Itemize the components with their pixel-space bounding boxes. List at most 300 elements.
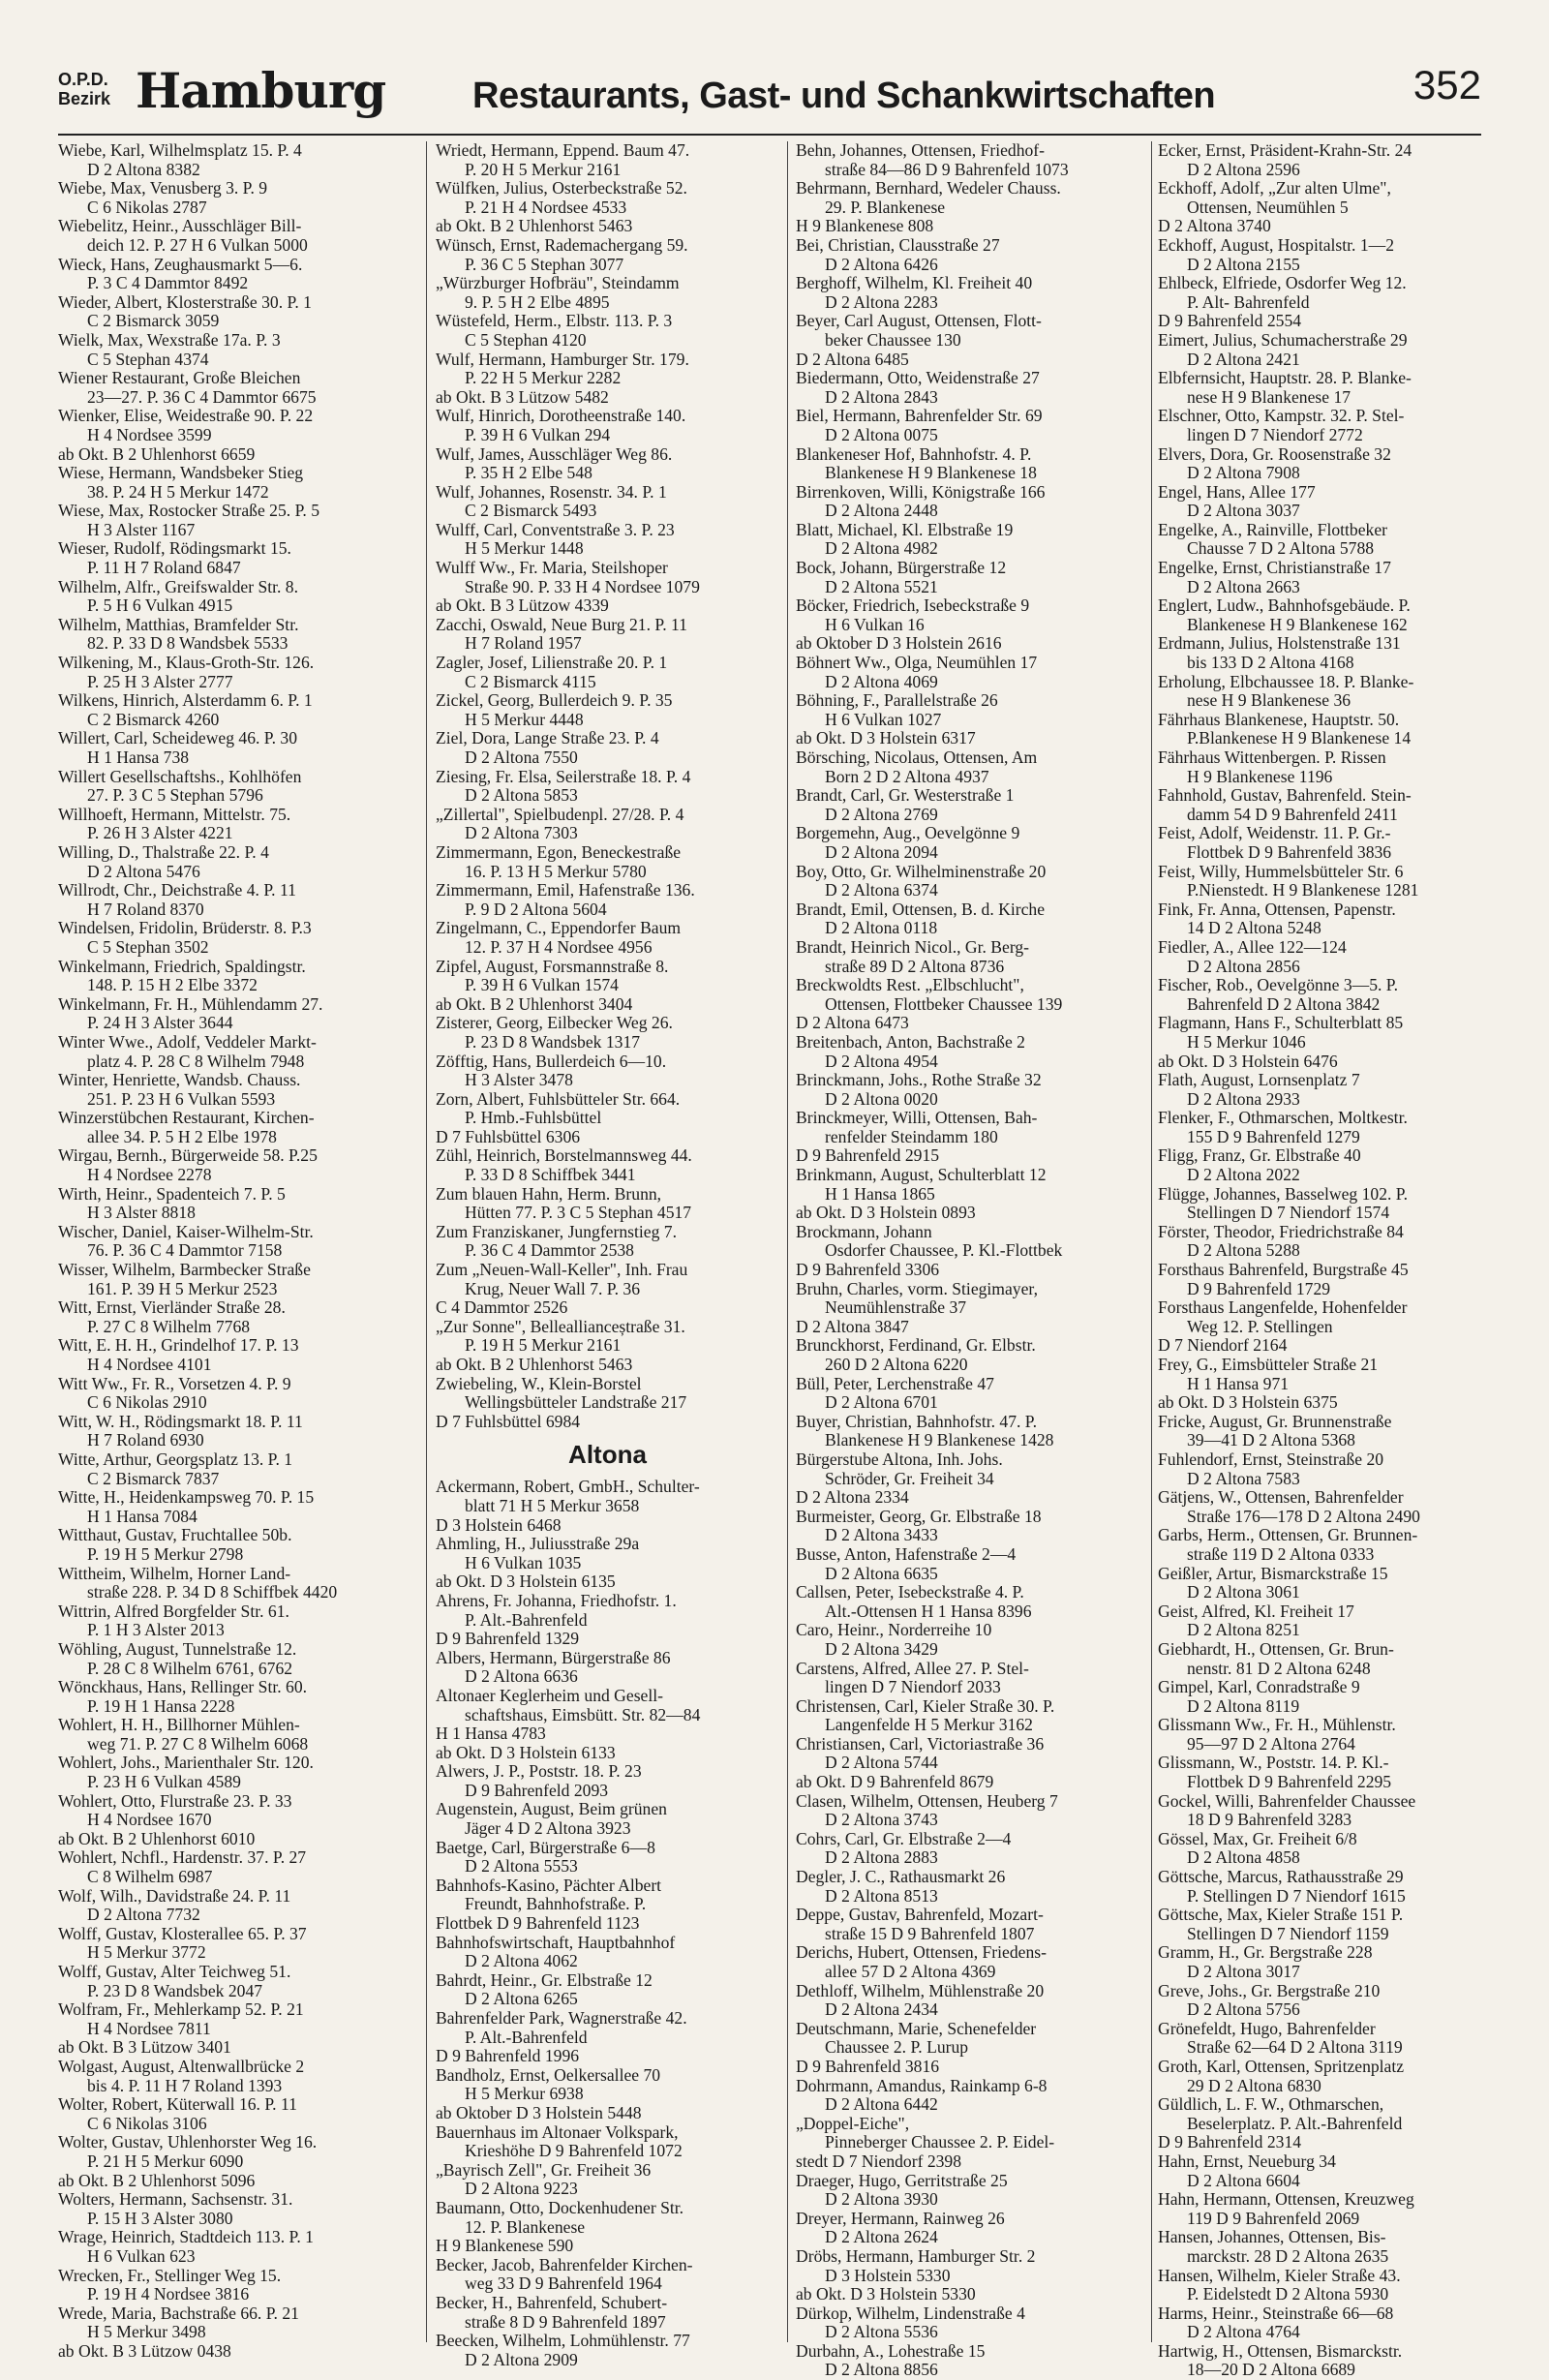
directory-entry <box>796 748 1144 786</box>
directory-entry <box>796 1109 1144 1146</box>
directory-entry <box>436 995 779 1015</box>
directory-entry <box>1158 2304 1481 2342</box>
entry-continuation: P. 15 H 3 Alster 3080 <box>87 2208 233 2228</box>
entry-text: Förster, Theodor, Friedrichstraße 84 <box>1158 1222 1404 1241</box>
directory-entry <box>1158 1754 1481 1791</box>
directory-entry <box>436 2294 779 2332</box>
entry-text: Brinckmeyer, Willi, Ottensen, Bah- <box>796 1109 1038 1128</box>
directory-entry <box>1158 1071 1481 1109</box>
entry-continuation: D 2 Altona 8251 <box>1187 1620 1300 1640</box>
entry-text: D 7 Niendorf 2164 <box>1158 1336 1288 1356</box>
directory-entry <box>796 1773 1144 1792</box>
entry-continuation: straße 228. P. 34 D 8 Schiffbek 4420 <box>87 1582 338 1602</box>
entry-continuation: Schröder, Gr. Freiheit 34 <box>825 1468 994 1488</box>
entry-text: Fischer, Rob., Oevelgönne 3—5. P. <box>1158 976 1399 995</box>
entry-text: Zum blauen Hahn, Herm. Brunn, <box>436 1184 662 1204</box>
entry-continuation: P. 11 H 7 Roland 6847 <box>87 558 241 578</box>
entry-continuation: D 2 Altona 2596 <box>1187 159 1300 179</box>
directory-entry <box>58 2038 416 2058</box>
directory-entry <box>1158 1413 1481 1450</box>
entry-text: Buyer, Christian, Bahnhofstr. 47. P. <box>796 1412 1038 1431</box>
entry-continuation: D 2 Altona 0020 <box>825 1088 938 1109</box>
entry-text: D 3 Holstein 6468 <box>436 1515 562 1535</box>
entry-text: ab Okt. D 3 Holstein 6317 <box>796 729 976 748</box>
entry-continuation: P. 1 H 3 Alster 2013 <box>87 1620 225 1640</box>
entry-continuation: H 5 Merkur 3772 <box>87 1942 206 1963</box>
entry-text: Forsthaus Langenfelde, Hohenfelder <box>1158 1298 1408 1318</box>
entry-continuation: P. 20 H 5 Merkur 2161 <box>465 159 622 179</box>
directory-entry <box>58 1488 416 1526</box>
directory-entry <box>58 2172 416 2191</box>
entry-text: Flügge, Johannes, Basselweg 102. P. <box>1158 1184 1409 1204</box>
directory-entry <box>436 141 779 179</box>
entry-text: D 7 Fuhlsbüttel 6984 <box>436 1412 581 1431</box>
entry-continuation: 251. P. 23 H 6 Vulkan 5593 <box>87 1088 276 1109</box>
entry-text: ab Okt. D 9 Bahrenfeld 8679 <box>796 1773 994 1792</box>
directory-entry <box>436 843 779 881</box>
directory-entry <box>796 634 1144 654</box>
entry-continuation: H 3 Alster 8818 <box>87 1203 196 1223</box>
entry-text: Wöhling, August, Tunnelstraße 12. <box>58 1639 297 1659</box>
directory-entry <box>796 407 1144 444</box>
entry-continuation: 18—20 D 2 Altona 6689 <box>1187 2360 1355 2380</box>
entry-text: D 2 Altona 6485 <box>796 350 909 369</box>
entry-continuation: D 9 Bahrenfeld 2093 <box>465 1780 609 1800</box>
region-label <box>58 70 110 108</box>
entry-text: Wulff, Carl, Conventstraße 3. P. 23 <box>436 520 675 539</box>
directory-entry <box>436 2009 779 2047</box>
directory-entry <box>436 1762 779 1800</box>
directory-entry <box>1158 1906 1481 1943</box>
directory-entry <box>796 312 1144 350</box>
entry-continuation: C 2 Bismarck 4260 <box>87 709 220 729</box>
entry-text: Wulf, James, Ausschläger Weg 86. <box>436 444 673 464</box>
directory-entry <box>58 1223 416 1261</box>
directory-entry <box>796 1830 1144 1868</box>
entry-text: Bandholz, Ernst, Oelkersallee 70 <box>436 2065 661 2085</box>
entry-text: Hahn, Ernst, Neueburg 34 <box>1158 2151 1336 2171</box>
directory-entry <box>436 1687 779 1724</box>
directory-entry <box>1158 483 1481 521</box>
entry-continuation: Flottbek D 9 Bahrenfeld 2295 <box>1187 1772 1392 1792</box>
directory-entry <box>1158 445 1481 483</box>
entry-text: Zagler, Josef, Lilienstraße 20. P. 1 <box>436 654 668 673</box>
entry-continuation: platz 4. P. 28 C 8 Wilhelm 7948 <box>87 1051 305 1071</box>
directory-entry <box>436 806 779 843</box>
entry-text: D 2 Altona 2334 <box>796 1488 909 1508</box>
directory-entry <box>796 1204 1144 1223</box>
directory-entry <box>1158 976 1481 1014</box>
entry-continuation: D 2 Altona 6701 <box>825 1392 938 1413</box>
directory-entry <box>436 1014 779 1052</box>
entry-continuation: Ottensen, Flottbeker Chaussee 139 <box>825 993 1063 1014</box>
entry-text: Wiebe, Max, Venusberg 3. P. 9 <box>58 179 268 198</box>
entry-continuation: H 4 Nordsee 4101 <box>87 1355 212 1374</box>
entry-text: Dohrmann, Amandus, Rainkamp 6-8 <box>796 2076 1048 2095</box>
entry-text: Gimpel, Karl, Conradstraße 9 <box>1158 1678 1360 1697</box>
directory-entry <box>796 141 1144 179</box>
directory-entry <box>796 1450 1144 1488</box>
entry-continuation: D 2 Altona 7550 <box>465 748 578 767</box>
entry-text: Böcker, Friedrich, Isebeckstraße 9 <box>796 596 1030 616</box>
directory-entry <box>436 521 779 559</box>
entry-text: Zöfftig, Hans, Bullerdeich 6—10. <box>436 1052 667 1071</box>
directory-entry <box>1158 2133 1481 2152</box>
directory-entry <box>58 1185 416 1223</box>
entry-continuation: D 2 Altona 8513 <box>825 1885 938 1906</box>
entry-continuation: H 1 Hansa 1865 <box>825 1183 935 1204</box>
entry-text: Brandt, Heinrich Nicol., Gr. Berg- <box>796 937 1030 957</box>
entry-text: Ziel, Dora, Lange Straße 23. P. 4 <box>436 729 659 748</box>
entry-continuation: H 5 Merkur 3498 <box>87 2322 206 2342</box>
directory-entry <box>796 2172 1144 2210</box>
entry-text: Bock, Johann, Bürgerstraße 12 <box>796 559 1007 578</box>
entry-continuation: P. Eidelstedt D 2 Altona 5930 <box>1187 2284 1389 2304</box>
entry-text: Draeger, Hugo, Gerritstraße 25 <box>796 2171 1008 2190</box>
directory-entry <box>58 616 416 654</box>
entry-continuation: marckstr. 28 D 2 Altona 2635 <box>1187 2245 1389 2266</box>
directory-entry <box>58 995 416 1033</box>
entry-text: Winkelmann, Friedrich, Spaldingstr. <box>58 957 306 976</box>
entry-text: D 2 Altona 3740 <box>1158 217 1271 236</box>
entry-text: Baetge, Carl, Bürgerstraße 6—8 <box>436 1838 655 1857</box>
directory-entry <box>1158 634 1481 672</box>
entry-continuation: Straße 90. P. 33 H 4 Nordsee 1079 <box>465 576 700 596</box>
directory-entry <box>436 1724 779 1744</box>
entry-text: Brandt, Emil, Ottensen, B. d. Kirche <box>796 900 1046 919</box>
entry-text: D 9 Bahrenfeld 1329 <box>436 1630 580 1649</box>
entry-continuation: H 7 Roland 8370 <box>87 899 204 919</box>
entry-text: Wielk, Max, Wexstraße 17a. P. 3 <box>58 330 281 350</box>
entry-text: Fährhaus Wittenbergen. P. Rissen <box>1158 748 1386 767</box>
directory-entry <box>436 1914 779 1934</box>
entry-text: Caro, Heinr., Norderreihe 10 <box>796 1621 992 1640</box>
entry-text: Wienker, Elise, Weidestraße 90. P. 22 <box>58 407 314 426</box>
directory-entry <box>796 1223 1144 1261</box>
directory-entry <box>1158 369 1481 407</box>
entry-text: Wirth, Heinr., Spadenteich 7. P. 5 <box>58 1184 286 1204</box>
entry-text: Wiebe, Karl, Wilhelmsplatz 15. P. 4 <box>58 141 302 160</box>
entry-continuation: D 2 Altona 5553 <box>465 1856 578 1877</box>
directory-entry <box>58 729 416 767</box>
entry-text: Zipfel, August, Forsmannstraße 8. <box>436 957 669 976</box>
entry-continuation: D 2 Altona 4982 <box>825 538 938 559</box>
entry-text: Bahnhofswirtschaft, Hauptbahnhof <box>436 1933 676 1952</box>
entry-text: Göttsche, Max, Kieler Straße 151 P. <box>1158 1906 1404 1925</box>
entry-text: Hahn, Hermann, Ottensen, Kreuzweg <box>1158 2190 1414 2210</box>
entry-text: Garbs, Herm., Ottensen, Gr. Brunnen- <box>1158 1526 1418 1545</box>
entry-continuation: P. Alt.-Bahrenfeld <box>465 1609 588 1630</box>
directory-entry <box>1158 331 1481 369</box>
entry-continuation: D 2 Altona 2883 <box>825 1847 938 1868</box>
entry-text: Brandt, Carl, Gr. Westerstraße 1 <box>796 786 1015 806</box>
entry-text: Wüstefeld, Herm., Elbstr. 113. P. 3 <box>436 312 673 331</box>
entry-text: Wülfken, Julius, Osterbeckstraße 52. <box>436 179 687 198</box>
entry-text: ab Okt. D 3 Holstein 5330 <box>796 2285 976 2304</box>
entry-continuation: Wellingsbütteler Landstraße 217 <box>465 1392 687 1413</box>
directory-column-2 <box>436 141 779 2369</box>
directory-entry <box>58 654 416 691</box>
entry-continuation: D 2 Altona 6442 <box>825 2094 938 2115</box>
directory-entry <box>58 1963 416 2000</box>
directory-entry <box>796 596 1144 634</box>
entry-text: ab Okt. B 2 Uhlenhorst 6659 <box>58 444 256 464</box>
entry-text: Eimert, Julius, Schumacherstraße 29 <box>1158 330 1408 350</box>
entry-continuation: 76. P. 36 C 4 Dammtor 7158 <box>87 1240 283 1261</box>
directory-entry <box>58 843 416 881</box>
directory-entry <box>1158 2152 1481 2190</box>
entry-continuation: Straße 62—64 D 2 Altona 3119 <box>1187 2037 1403 2058</box>
entry-text: Wolff, Gustav, Klosterallee 65. P. 37 <box>58 1924 307 1943</box>
directory-entry <box>58 2058 416 2095</box>
entry-continuation: Born 2 D 2 Altona 4937 <box>825 766 989 786</box>
entry-text: Güldlich, L. F. W., Othmarschen, <box>1158 2095 1384 2115</box>
entry-continuation: 82. P. 33 D 8 Wandsbek 5533 <box>87 633 289 654</box>
region-line-1: O.P.D. <box>58 70 108 89</box>
directory-entry <box>58 2095 416 2133</box>
entry-continuation: C 6 Nikolas 2910 <box>87 1392 207 1413</box>
entry-text: Büll, Peter, Lerchenstraße 47 <box>796 1374 994 1393</box>
entry-continuation: P. 19 H 5 Merkur 2161 <box>465 1335 622 1356</box>
entry-continuation: C 6 Nikolas 2787 <box>87 197 207 217</box>
entry-continuation: Blankenese H 9 Blankenese 18 <box>825 463 1037 483</box>
entry-text: Wolgast, August, Altenwallbrücke 2 <box>58 2057 305 2076</box>
entry-text: Windelsen, Fridolin, Brüderstr. 8. P.3 <box>58 919 312 938</box>
entry-continuation: D 2 Altona 2663 <box>1187 576 1300 596</box>
directory-entry <box>58 958 416 995</box>
entry-text: „Würzburger Hofbräu", Steindamm <box>436 274 680 293</box>
entry-text: Engelke, A., Rainville, Flottbeker <box>1158 520 1387 539</box>
directory-entry <box>58 179 416 217</box>
directory-entry <box>58 293 416 331</box>
entry-continuation: P. 28 C 8 Wilhelm 6761, 6762 <box>87 1658 293 1678</box>
directory-entry <box>1158 1014 1481 1052</box>
directory-entry <box>436 2199 779 2237</box>
directory-entry <box>58 1526 416 1564</box>
entry-text: Wiener Restaurant, Große Bleichen <box>58 369 301 388</box>
entry-text: Dürkop, Wilhelm, Lindenstraße 4 <box>796 2304 1025 2323</box>
entry-continuation: weg 71. P. 27 C 8 Wilhelm 6068 <box>87 1733 309 1754</box>
entry-text: Brinkmann, August, Schulterblatt 12 <box>796 1166 1047 1185</box>
directory-entry <box>1158 748 1481 786</box>
entry-text: ab Okt. B 3 Lützow 5482 <box>436 387 609 407</box>
directory-entry <box>1158 274 1481 312</box>
entry-text: Böhning, F., Parallelstraße 26 <box>796 691 998 711</box>
entry-continuation: damm 54 D 9 Bahrenfeld 2411 <box>1187 804 1398 824</box>
entry-continuation: H 4 Nordsee 3599 <box>87 424 212 444</box>
entry-text: Brinckmann, Johs., Rothe Straße 32 <box>796 1071 1042 1090</box>
entry-text: ab Okt. B 3 Lützow 3401 <box>58 2038 231 2058</box>
directory-entry <box>1158 1602 1481 1640</box>
entry-text: ab Okt. D 3 Holstein 0893 <box>796 1204 976 1223</box>
directory-entry <box>436 1356 779 1375</box>
directory-entry <box>436 312 779 350</box>
entry-continuation: D 9 Bahrenfeld 1729 <box>1187 1278 1331 1298</box>
directory-entry <box>1158 1830 1481 1868</box>
directory-entry <box>796 1166 1144 1204</box>
entry-text: Forsthaus Bahrenfeld, Burgstraße 45 <box>1158 1261 1409 1280</box>
directory-entry <box>58 256 416 293</box>
entry-text: Wilkens, Hinrich, Alsterdamm 6. P. 1 <box>58 691 313 711</box>
entry-text: Clasen, Wilhelm, Ottensen, Heuberg 7 <box>796 1791 1058 1811</box>
directory-entry <box>58 217 416 255</box>
entry-text: ab Okt. B 2 Uhlenhorst 3404 <box>436 994 633 1014</box>
section-heading: Altona <box>568 1440 647 1470</box>
directory-entry <box>796 1906 1144 1943</box>
directory-entry <box>436 2104 779 2123</box>
entry-continuation: lingen D 7 Niendorf 2033 <box>825 1677 1001 1697</box>
directory-entry <box>436 274 779 312</box>
entry-text: Fink, Fr. Anna, Ottensen, Papenstr. <box>1158 900 1396 919</box>
entry-continuation: P. 24 H 3 Alster 3644 <box>87 1013 233 1033</box>
directory-entry <box>436 2066 779 2104</box>
entry-text: Böhnert Ww., Olga, Neumühlen 17 <box>796 654 1038 673</box>
entry-text: Wulf, Johannes, Rosenstr. 34. P. 1 <box>436 482 667 502</box>
entry-text: Winkelmann, Fr. H., Mühlendamm 27. <box>58 994 323 1014</box>
entry-continuation: H 7 Roland 6930 <box>87 1430 204 1450</box>
entry-continuation: H 1 Hansa 7084 <box>87 1506 197 1526</box>
entry-text: Fricke, August, Gr. Brunnenstraße <box>1158 1412 1392 1431</box>
entry-text: Glissmann, W., Poststr. 14. P. Kl.- <box>1158 1754 1389 1773</box>
directory-entry <box>58 1413 416 1450</box>
entry-continuation: straße 8 D 9 Bahrenfeld 1897 <box>465 2311 666 2332</box>
entry-continuation: P. 27 C 8 Wilhelm 7768 <box>87 1316 251 1336</box>
directory-entry <box>796 483 1144 521</box>
directory-entry <box>58 1848 416 1886</box>
entry-text: Elbfernsicht, Hauptstr. 28. P. Blanke- <box>1158 369 1412 388</box>
entry-continuation: P. 19 H 1 Hansa 2228 <box>87 1695 235 1716</box>
directory-entry <box>1158 559 1481 596</box>
entry-continuation: Pinneberger Chaussee 2. P. Eidel- <box>825 2132 1055 2152</box>
entry-text: Ziesing, Fr. Elsa, Seilerstraße 18. P. 4 <box>436 767 691 786</box>
entry-continuation: straße 15 D 9 Bahrenfeld 1807 <box>825 1923 1035 1943</box>
entry-text: ab Okt. D 3 Holstein 6133 <box>436 1743 616 1762</box>
region-line-2: Bezirk <box>58 89 111 108</box>
directory-entry <box>796 1583 1144 1621</box>
entry-text: Dethloff, Wilhelm, Mühlenstraße 20 <box>796 1981 1045 2000</box>
entry-continuation: D 2 Altona 5853 <box>465 785 578 806</box>
entry-text: Albers, Hermann, Bürgerstraße 86 <box>436 1648 671 1667</box>
directory-entry <box>436 1516 779 1536</box>
entry-text: Wilhelm, Matthias, Bramfelder Str. <box>58 615 299 634</box>
entry-text: Flenker, F., Othmarschen, Moltkestr. <box>1158 1109 1408 1128</box>
directory-entry <box>58 2342 416 2362</box>
entry-text: C 4 Dammtor 2526 <box>436 1298 568 1318</box>
entry-continuation: bis 133 D 2 Altona 4168 <box>1187 653 1354 673</box>
directory-entry <box>796 2058 1144 2077</box>
directory-entry <box>436 2123 779 2161</box>
entry-continuation: D 2 Altona 2022 <box>1187 1165 1300 1185</box>
directory-entry <box>1158 236 1481 274</box>
directory-entry <box>58 1640 416 1678</box>
entry-text: Christensen, Carl, Kieler Straße 30. P. <box>796 1696 1055 1716</box>
directory-entry <box>436 1318 779 1356</box>
entry-continuation: P. Alt.-Bahrenfeld <box>465 2027 588 2047</box>
entry-continuation: 38. P. 24 H 5 Merkur 1472 <box>87 481 269 502</box>
directory-entry <box>436 1478 779 1515</box>
directory-entry <box>796 179 1144 217</box>
directory-entry <box>1158 1109 1481 1146</box>
entry-continuation: 16. P. 13 H 5 Merkur 5780 <box>465 861 647 881</box>
directory-entry <box>1158 1640 1481 1678</box>
directory-entry <box>1158 1356 1481 1393</box>
directory-entry <box>1158 2267 1481 2304</box>
entry-continuation: P. 19 H 4 Nordsee 3816 <box>87 2284 250 2304</box>
entry-continuation: P. 19 H 5 Merkur 2798 <box>87 1543 244 1564</box>
entry-text: Busse, Anton, Hafenstraße 2—4 <box>796 1544 1017 1564</box>
directory-entry <box>436 483 779 521</box>
entry-text: ab Okt. B 3 Lützow 4339 <box>436 596 609 616</box>
entry-text: Wrede, Maria, Bachstraße 66. P. 21 <box>58 2304 299 2323</box>
entry-text: Wrecken, Fr., Stellinger Weg 15. <box>58 2266 282 2285</box>
entry-text: Winzerstübchen Restaurant, Kirchen- <box>58 1109 315 1128</box>
directory-entry <box>58 445 416 465</box>
directory-entry <box>436 236 779 274</box>
entry-text: Wiese, Hermann, Wandsbeker Stieg <box>58 464 304 483</box>
entry-text: Zum Franziskaner, Jungfernstieg 7. <box>436 1222 677 1241</box>
directory-entry <box>436 1375 779 1413</box>
entry-continuation: P. 5 H 6 Vulkan 4915 <box>87 595 233 616</box>
directory-entry <box>58 1830 416 1849</box>
directory-entry <box>1158 312 1481 331</box>
entry-text: Feist, Adolf, Weidenstr. 11. P. Gr.- <box>1158 824 1391 843</box>
directory-entry <box>436 1800 779 1838</box>
directory-entry <box>796 2077 1144 2115</box>
entry-text: Harms, Heinr., Steinstraße 66—68 <box>1158 2304 1394 2323</box>
entry-text: Willhoeft, Hermann, Mittelstr. 75. <box>58 805 291 824</box>
directory-entry <box>1158 673 1481 711</box>
entry-continuation: H 1 Hansa 738 <box>87 748 190 767</box>
entry-continuation: schaftshaus, Eimsbütt. Str. 82—84 <box>465 1704 701 1724</box>
entry-continuation: Alt.-Ottensen H 1 Hansa 8396 <box>825 1601 1032 1621</box>
entry-text: Berghoff, Wilhelm, Kl. Freiheit 40 <box>796 274 1033 293</box>
entry-text: Wolff, Gustav, Alter Teichweg 51. <box>58 1963 291 1981</box>
entry-text: Dreyer, Hermann, Rainweg 26 <box>796 2209 1005 2228</box>
entry-continuation: D 2 Altona 2094 <box>825 841 938 862</box>
entry-text: D 9 Bahrenfeld 3816 <box>796 2057 940 2076</box>
entry-text: ab Okt. B 2 Uhlenhorst 5463 <box>436 217 633 236</box>
entry-continuation: 12. P. Blankenese <box>465 2216 586 2237</box>
entry-text: H 1 Hansa 4783 <box>436 1724 546 1744</box>
entry-text: „Bayrisch Zell", Gr. Freiheit 36 <box>436 2160 652 2180</box>
entry-text: Zacchi, Oswald, Neue Burg 21. P. 11 <box>436 615 687 634</box>
entry-text: Blatt, Michael, Kl. Elbstraße 19 <box>796 520 1014 539</box>
entry-continuation: blatt 71 H 5 Merkur 3658 <box>465 1495 640 1515</box>
directory-entry <box>436 351 779 388</box>
entry-text: Wilhelm, Alfr., Greifswalder Str. 8. <box>58 577 299 596</box>
entry-continuation: D 2 Altona 6374 <box>825 880 938 900</box>
directory-entry <box>796 2285 1144 2304</box>
entry-text: Breitenbach, Anton, Bachstraße 2 <box>796 1032 1025 1052</box>
entry-continuation: Ottensen, Neumühlen 5 <box>1187 197 1349 217</box>
directory-entry <box>796 824 1144 862</box>
entry-text: Flottbek D 9 Bahrenfeld 1123 <box>436 1914 640 1934</box>
directory-entry <box>796 2247 1144 2285</box>
entry-continuation: 29. P. Blankenese <box>825 197 946 217</box>
directory-entry <box>436 445 779 483</box>
entry-continuation: D 2 Altona 2843 <box>825 386 938 407</box>
entry-text: Dröbs, Hermann, Hamburger Str. 2 <box>796 2246 1036 2266</box>
entry-continuation: C 2 Bismarck 5493 <box>465 501 597 521</box>
directory-entry <box>1158 1393 1481 1413</box>
entry-continuation: D 2 Altona 5756 <box>1187 1999 1300 2020</box>
entry-continuation: P. 23 D 8 Wandsbek 2047 <box>87 1980 263 2000</box>
entry-text: Behrmann, Bernhard, Wedeler Chauss. <box>796 179 1061 198</box>
entry-text: Ahmling, H., Juliusstraße 29a <box>436 1535 640 1554</box>
directory-entry <box>1158 521 1481 559</box>
directory-entry <box>58 502 416 539</box>
entry-text: Gätjens, W., Ottensen, Bahrenfelder <box>1158 1488 1404 1508</box>
